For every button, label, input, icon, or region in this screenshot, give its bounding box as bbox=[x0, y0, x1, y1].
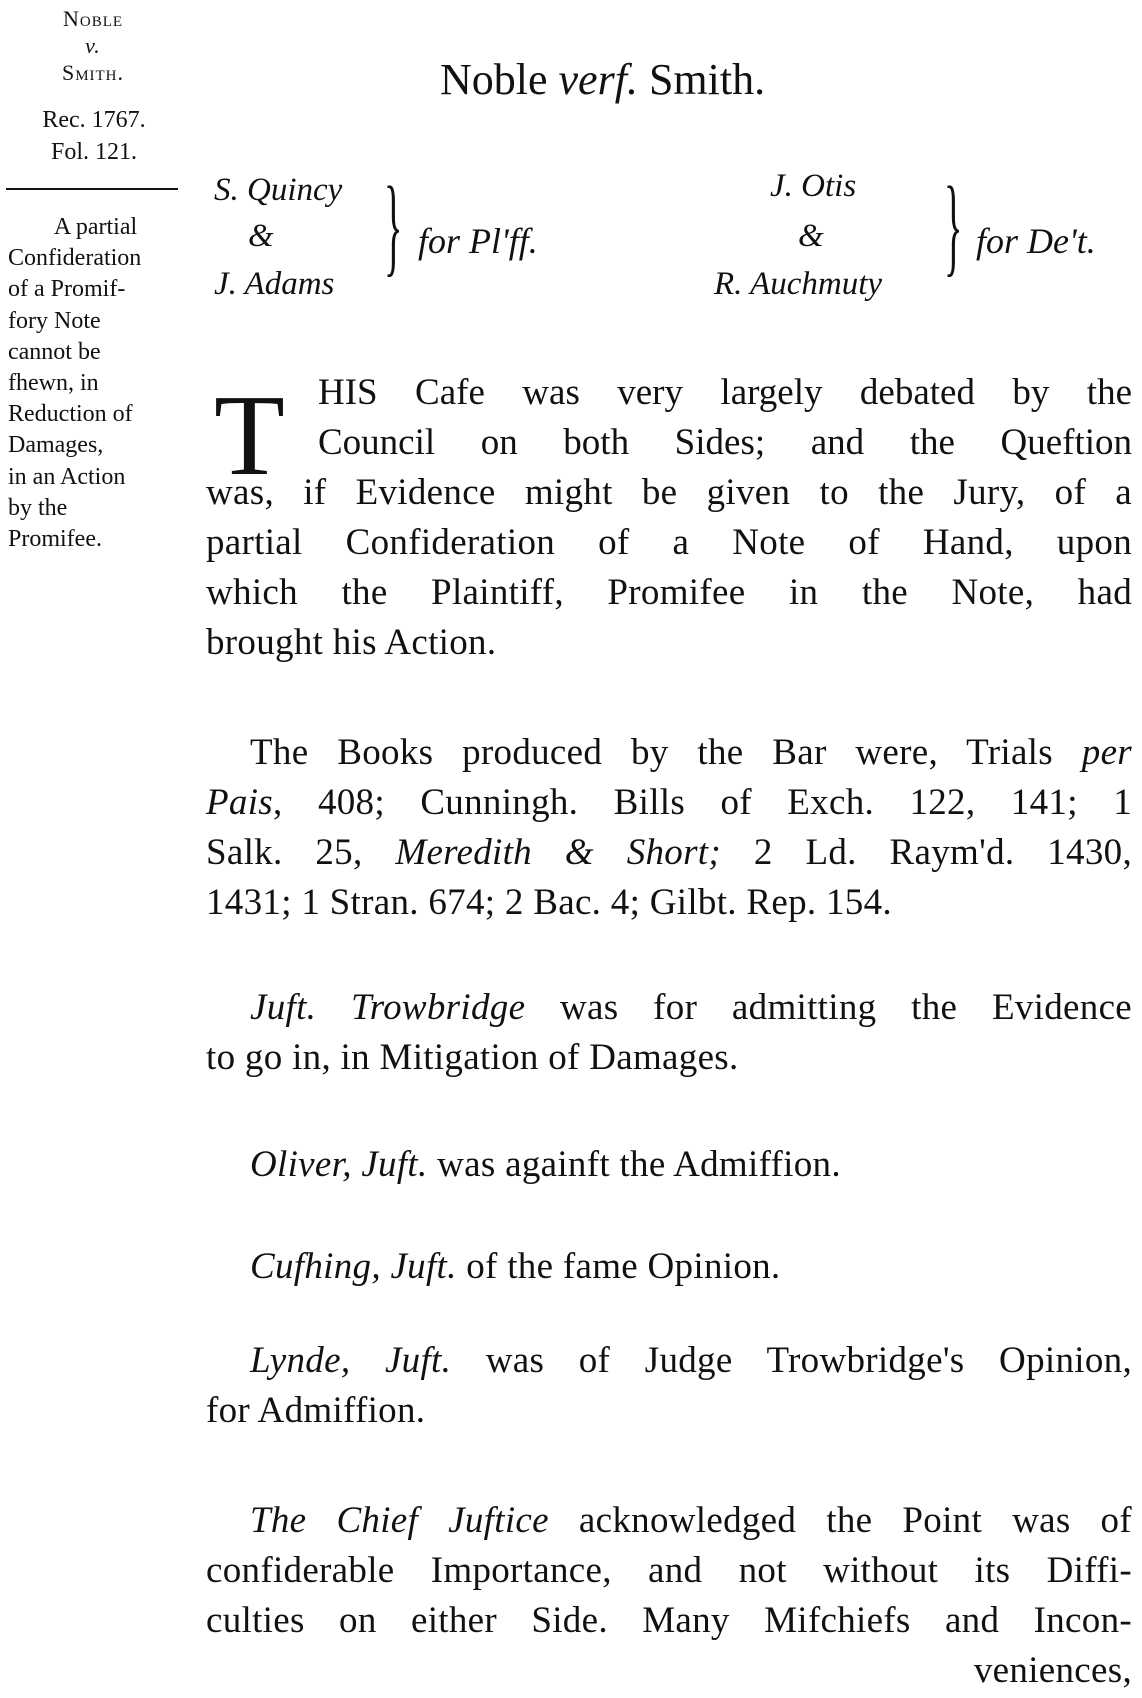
text-line: for Admiffion. bbox=[206, 1390, 426, 1431]
margin-column bbox=[0, 0, 182, 168]
text-line: Lynde, Juft. was of Judge Trowbridge's Opinion, bbox=[250, 1340, 1132, 1381]
text-line: Salk. 25, Meredith & Short; 2 Ld. Raym'd. 1430, bbox=[206, 832, 1132, 873]
plaintiff-role: for Pl'ff. bbox=[418, 221, 538, 261]
drop-cap: T bbox=[214, 372, 285, 500]
paragraph-1-indented bbox=[318, 368, 1132, 468]
margin-note-line: of a Promif- bbox=[8, 276, 126, 303]
record-reference bbox=[0, 104, 182, 168]
paragraph-7 bbox=[206, 1496, 1132, 1696]
text-line: to go in, in Mitigation of Damages. bbox=[206, 1037, 739, 1078]
margin-note-line: cannot be bbox=[8, 338, 101, 365]
text-line: Juft. Trowbridge was for admitting the Evidence bbox=[250, 987, 1133, 1028]
plaintiff-counsel-ampersand: & bbox=[248, 218, 274, 254]
case-ref-plaintiff: Noble bbox=[62, 6, 124, 31]
margin-note-line: fhewn, in bbox=[8, 370, 99, 397]
margin-note-line: Promifee. bbox=[8, 526, 102, 553]
paragraph-4 bbox=[206, 1140, 1132, 1190]
text-line: Council on both Sides; and the Queftion bbox=[318, 422, 1132, 463]
margin-note-line: by the bbox=[8, 494, 68, 521]
text-line: Oliver, Juft. was againft the Admiffion. bbox=[250, 1144, 841, 1185]
paragraph-5 bbox=[206, 1242, 1132, 1292]
record-year: Rec. 1767. bbox=[42, 107, 146, 133]
defendant-role: for De't. bbox=[976, 221, 1096, 261]
text-line: culties on either Side. Many Mifchiefs and Incon- bbox=[206, 1600, 1132, 1641]
text-line: was, if Evidence might be given to the Jury, of a bbox=[206, 472, 1132, 513]
margin-rule bbox=[6, 188, 178, 190]
defendant-counsel-ampersand: & bbox=[798, 218, 824, 254]
text-line: which the Plaintiff, Promifee in the Note, had bbox=[206, 572, 1132, 613]
plaintiff-counsel-1: S. Quincy bbox=[214, 172, 343, 208]
margin-note-line: Reduction of bbox=[8, 401, 133, 428]
defendant-counsel-2: R. Auchmuty bbox=[714, 266, 883, 302]
title-plaintiff: Noble bbox=[440, 55, 559, 104]
margin-note-line: Confideration bbox=[8, 245, 142, 272]
margin-note-line: in an Action bbox=[8, 463, 126, 490]
plaintiff-counsel-2: J. Adams bbox=[214, 266, 335, 302]
folio-number: Fol. 121. bbox=[50, 139, 137, 165]
paragraph-6 bbox=[206, 1336, 1132, 1436]
title-defendant: Smith. bbox=[637, 55, 766, 104]
margin-note-line: Damages, bbox=[8, 432, 104, 459]
text-line: The Books produced by the Bar were, Trials per bbox=[250, 732, 1132, 773]
margin-note-line: A partial bbox=[53, 214, 138, 240]
case-ref-versus: v. bbox=[85, 33, 101, 58]
title-versus: verf. bbox=[558, 55, 638, 104]
catchword: veniences, bbox=[973, 1650, 1132, 1691]
text-line: partial Confideration of a Note of Hand, upon bbox=[206, 522, 1132, 563]
text-line: Pais, 408; Cunningh. Bills of Exch. 122, 141; 1 bbox=[206, 782, 1132, 823]
defendant-counsel-1: J. Otis bbox=[770, 168, 857, 204]
case-title bbox=[440, 52, 765, 108]
text-line: The Chief Juftice acknowledged the Point was of bbox=[250, 1500, 1132, 1541]
running-case-reference bbox=[0, 2, 182, 90]
defendant-brace: } bbox=[944, 164, 963, 286]
paragraph-2 bbox=[206, 728, 1132, 928]
text-line: brought his Action. bbox=[206, 622, 497, 663]
paragraph-3 bbox=[206, 983, 1132, 1083]
margin-note bbox=[8, 212, 183, 555]
case-ref-defendant: Smith. bbox=[61, 60, 125, 85]
text-line: HIS Cafe was very largely debated by the bbox=[318, 372, 1132, 413]
text-line: 1431; 1 Stran. 674; 2 Bac. 4; Gilbt. Rep. 154. bbox=[206, 882, 892, 923]
margin-note-line: fory Note bbox=[8, 307, 101, 334]
plaintiff-brace: } bbox=[384, 164, 403, 286]
text-line: confiderable Importance, and not without its Diffi- bbox=[206, 1550, 1132, 1591]
paragraph-1 bbox=[206, 468, 1132, 668]
text-line: Cufhing, Juft. of the fame Opinion. bbox=[250, 1246, 781, 1287]
